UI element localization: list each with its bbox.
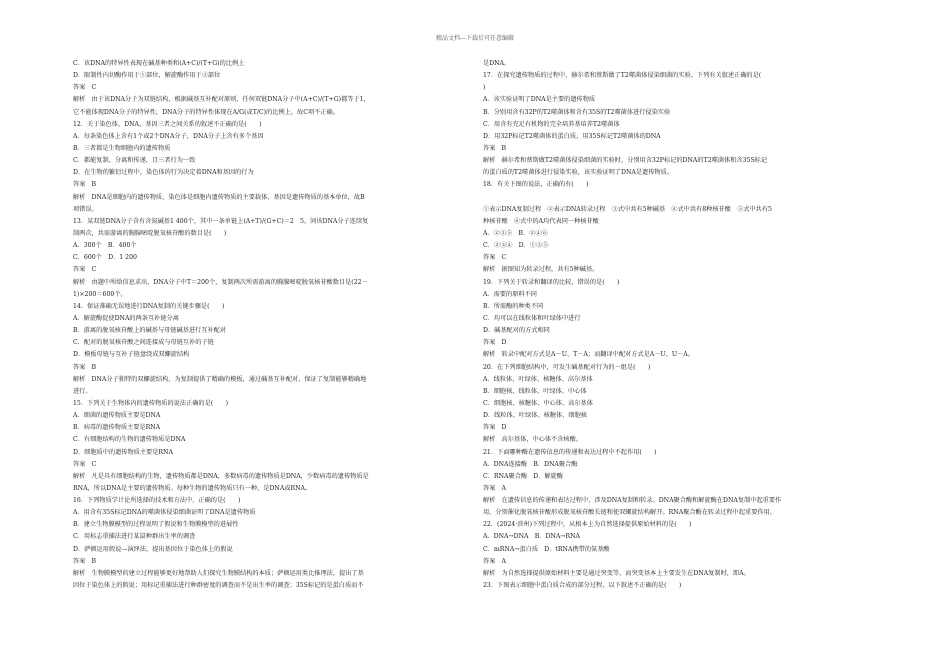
text-line: 17．在探究遗传物质的过程中，赫尔希和蔡斯做了T2噬菌体侵染细菌的实验。下列有关叙述正确的是(	[483, 72, 774, 80]
text-line: )	[483, 84, 486, 92]
text-line: ①表示DNA复制过程 ②表示DNA转录过程 ③式中共有5种碱基 ④式中共有8种核苷酸 ⑤式中共有5	[483, 205, 772, 213]
text-line: 的蛋白质的T2噬菌体进行侵染实验，该实验证明了DNA是遗传物质。	[483, 169, 673, 177]
text-line: 解析 DNA是细胞内的遗传物质，染色体是细胞内遗传物质的主要载体，基因是遗传物质的基本单位，故B	[73, 193, 365, 201]
text-line: 21．下面哪种酶在遗传信息的传递和表达过程中不起作用( )	[483, 448, 657, 456]
text-line: D．线粒体、叶绿体、核糖体、细胞核	[483, 412, 587, 420]
text-line: D．用32P标记T2噬菌体的蛋白质，用35S标记T2噬菌体的DNA	[483, 132, 661, 140]
text-line: 15．下列关于生物体内的遗传物质的说法正确的是( )	[73, 399, 229, 407]
text-line: D．细胞质中的遗传物质主要是RNA	[73, 448, 173, 456]
text-line: A．需要的原料不同	[483, 290, 537, 298]
text-line: 答案 C	[73, 84, 97, 92]
text-line: C．②③④ D．①③⑤	[483, 242, 549, 250]
text-line: C．该DNA的特异性表现在碱基种类和(A+C)/(T+G)的比例上	[73, 60, 245, 67]
text-line: B．细胞核、线粒体、叶绿体、中心体	[483, 387, 587, 395]
text-line: A．②③⑤ B．②④⑥	[483, 229, 548, 237]
text-line: 种核苷酸 ⑥式中的A均代表同一种核苷酸	[483, 217, 599, 225]
text-line: C．600个 D．1 200	[73, 254, 137, 262]
text-line: 22．(2024·滨州)下列过程中，从根本上为自然选择提供原始材料的是( )	[483, 521, 692, 529]
text-line: 答案 C	[483, 254, 507, 262]
text-line: 它不能体现DNA分子的特异性，DNA分子的特异性体现在A/G(或T/C)的比例上，故C项不正确。	[73, 108, 339, 116]
text-line: C．细胞核、核糖体、中心体、高尔基体	[483, 399, 593, 407]
text-line: A．DNA→DNA B．DNA→RNA	[483, 533, 581, 541]
text-line: 13．某双链DNA分子含有含氮碱基1 400个，其中一条单链上(A+T)/(G+C)＝2 5，问该DNA分子连续复	[73, 217, 369, 225]
text-line: 14．保证准确无误地进行DNA复制的关键步骤是( )	[73, 302, 225, 310]
text-line: 解析 由题中所给信息求出，DNA分子中T＝200个，复制两次所需游离的胸腺嘧啶脱氧核苷酸数目是(22－	[73, 278, 368, 286]
text-line: B．建立生物膜模型的过程说明了假说和生物膜模型的进展性	[73, 521, 239, 529]
text-line: 答案 D	[483, 424, 507, 432]
text-line: C．都能复制、分离和传递，且三者行为一致	[73, 157, 196, 165]
text-line: 答案 B	[73, 363, 97, 371]
text-line: 制两次，共需游离的胸腺嘧啶脱氧核苷酸的数目是( )	[73, 229, 227, 237]
left-column	[73, 58, 463, 592]
text-line: A．解旋酶促使DNA的两条互补链分离	[73, 314, 179, 322]
text-line: 答案 B	[73, 181, 97, 189]
text-line: D．碱基配对的方式相同	[483, 327, 550, 335]
text-line: C．配对的脱氧核苷酸之间连接成与母链互补的子链	[73, 339, 214, 347]
text-line: 是DNA。	[483, 60, 511, 67]
text-line: RNA，所以DNA是主要的遗传物质。每种生物的遗传物质只有一种，是DNA或RNA。	[73, 484, 312, 492]
text-line: 解析 在遗传信息的传递和表达过程中，涉及DNA复制和转录。DNA聚合酶和解旋酶在DNA复制中起重要作	[483, 497, 782, 505]
text-line: A．每条染色体上含有1个或2个DNA分子，DNA分子上含有多个基因	[73, 132, 264, 140]
text-line: B．三者都是生物细胞内的遗传物质	[73, 144, 171, 152]
text-line: A．300个 B．400个	[73, 242, 137, 250]
text-line: A．该实验证明了DNA是主要的遗传物质	[483, 96, 596, 104]
text-line: C．均可以在线粒体和叶绿体中进行	[483, 314, 581, 322]
text-line: 12．关于染色体、DNA、基因三者之间关系的叙述不正确的是( )	[73, 120, 262, 128]
text-line: 解析 为自然选择提供原始材料主要是通过突变等，而突变基本上主要发生在DNA复制时，即A。	[483, 569, 750, 577]
text-line: D．在生物的繁衍过程中，染色体的行为决定着DNA和基因的行为	[73, 169, 254, 177]
text-line: 解析 由于该DNA分子为双链结构，根据碱基互补配对原则，任何双链DNA分子中(A+C)/(T+G)都等于1，	[73, 96, 370, 104]
text-line: 答案 B	[73, 557, 97, 565]
text-line: B．病毒的遗传物质主要是RNA	[73, 424, 161, 432]
text-line: A．细菌的遗传物质主要是DNA	[73, 412, 161, 420]
text-line: 解析 赫尔希和蔡斯做T2噬菌体侵染细菌的实验时，分别用含32P标记的DNA的T2噬菌体和含35S标记	[483, 157, 768, 165]
text-line: 解析 转录中配对方式是A－U、T－A；而翻译中配对方式是A－U、U－A。	[483, 351, 694, 359]
text-line: 解析 DNA分子独特的双螺旋结构，为复制提供了精确的模板，通过碱基互补配对，保证了复制能够精确地	[73, 375, 367, 383]
text-line: D．萨顿运用假说—演绎法，提出基因位于染色体上的假说	[73, 545, 233, 553]
text-line: 19．下列关于转录和翻译的比较，错误的是( )	[483, 278, 620, 286]
text-line: 答案 B	[483, 144, 507, 152]
text-line	[483, 192, 883, 204]
text-line: 答案 A	[483, 484, 507, 492]
text-line: D．限制性内切酶作用于①部位，解旋酶作用于③部位	[73, 72, 221, 80]
right-column	[483, 58, 883, 592]
text-line: 解析 高尔基体、中心体不含核酸。	[483, 436, 582, 444]
text-line: 16．下列物质学计论所选择的技术和方法中，正确的是( )	[73, 497, 241, 505]
text-line: 答案 A	[483, 557, 507, 565]
text-line: 1)×200＝600个。	[73, 290, 127, 298]
text-line: 18．有关下图的说法，正确的有( )	[483, 181, 589, 189]
page-header: 精品文档---下载后可任意编辑	[435, 35, 515, 42]
text-line: 解析 生物膜模型的建立过程能够更好地帮助人们探究生物膜结构的本质；萨顿运用类比推理法，提出了基	[73, 569, 364, 577]
text-line: C．mRNA→蛋白质 D．tRNA携带的氨基酸	[483, 545, 610, 553]
text-line: 解析 据图知为转录过程，共有5种碱基。	[483, 266, 599, 274]
text-line: A．用含有35S标记DNA的噬菌体侵染细菌证明了DNA是遗传物质	[73, 509, 256, 517]
text-line: B．分别用含有32P的T2噬菌体和含有35S的T2噬菌体进行侵染实验	[483, 108, 671, 116]
text-line: 用，分别催化脱氧核苷酸形成脱氧核苷酸长链和使双螺旋结构解开。RNA聚合酶在转录过程中起重要作用。	[483, 509, 776, 517]
text-line: 项错误。	[73, 205, 98, 213]
text-line: A．线粒体、叶绿体、核糖体、高尔基体	[483, 375, 593, 383]
text-line: 解析 凡是具有细胞结构的生物，遗传物质都是DNA，多数病毒的遗传物质是DNA，少数病毒的遗传物质是	[73, 472, 369, 480]
text-line: B．所需酶的种类不同	[483, 302, 544, 310]
text-line: C．用含有充足有机物的完全培养基培养T2噬菌体	[483, 120, 620, 128]
text-line: A．DNA连接酶 B．DNA聚合酶	[483, 460, 578, 468]
text-line: 进行。	[73, 387, 92, 395]
text-line: 答案 C	[73, 266, 97, 274]
text-line: 答案 D	[483, 339, 507, 347]
text-line: 20．在下列细胞结构中，可发生碱基配对行为的一组是( )	[483, 363, 651, 371]
text-line: 答案 C	[73, 460, 97, 468]
text-line: 因位于染色体上的假说；用标记重捕法进行种群密度的调查而不是出生率的调查；35S标记的是蛋白质而不	[73, 582, 364, 590]
text-line: C．用标志重捕法进行某鼠种群出生率的调查	[73, 533, 196, 541]
text-line: C．有细胞结构的生物的遗传物质是DNA	[73, 436, 186, 444]
text-line: 23．下图表示细胞中蛋白质合成的部分过程，以下叙述不正确的是( )	[483, 582, 682, 590]
text-line: B．游离的脱氧核苷酸上的碱基与母链碱基进行互补配对	[73, 327, 227, 335]
text-line: C．RNA聚合酶 D．解旋酶	[483, 472, 563, 480]
text-line: D．模板母链与互补子链盘绕成双螺旋结构	[73, 351, 190, 359]
